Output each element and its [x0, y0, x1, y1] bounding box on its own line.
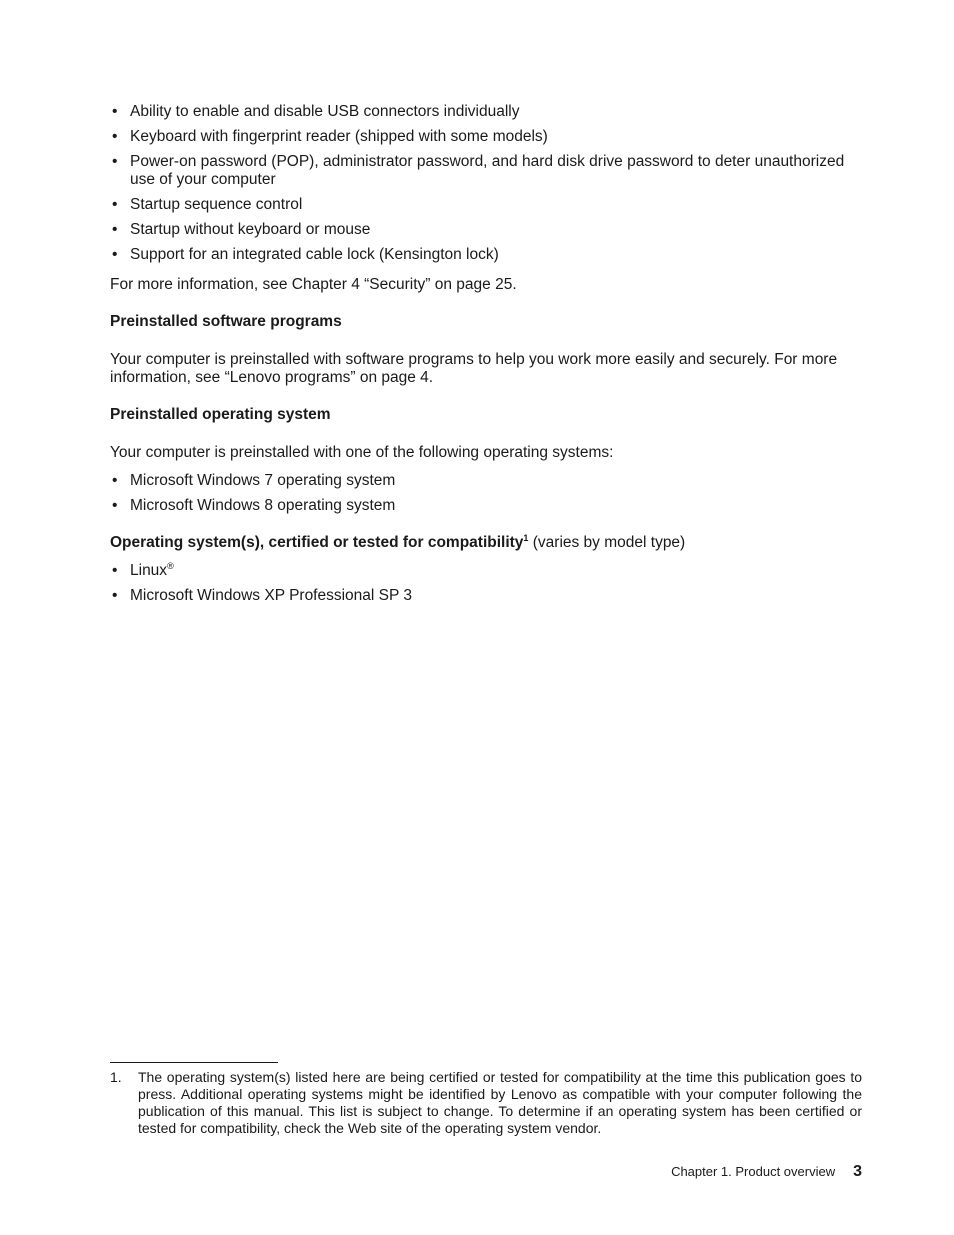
list-item: • Microsoft Windows XP Professional SP 3 [110, 587, 870, 605]
footnote [110, 1069, 862, 1137]
list-item: • Support for an integrated cable lock (Kensington lock) [110, 246, 870, 264]
os-list [110, 472, 870, 522]
os-heading: Preinstalled operating system [110, 406, 331, 423]
list-item: • Keyboard with fingerprint reader (shipped with some models) [110, 128, 870, 146]
list-item [110, 562, 870, 580]
linux-label: Linux [130, 562, 168, 579]
registered-mark: ® [167, 560, 174, 571]
list-item: • Ability to enable and disable USB connectors individually [110, 103, 870, 121]
chapter-label: Chapter 1. Product overview [671, 1164, 836, 1179]
security-reference-text: For more information, see Chapter 4 “Security” on page 25. [110, 276, 517, 293]
compat-heading [110, 534, 685, 552]
os-intro-text: Your computer is preinstalled with one of the following operating systems: [110, 444, 614, 461]
footnote-ref: 1 [523, 532, 529, 543]
compat-os-list [110, 562, 870, 612]
list-item: • Microsoft Windows 8 operating system [110, 497, 870, 515]
list-item: • Power-on password (POP), administrator password, and hard disk drive password to deter unauthorized use of your computer [110, 153, 870, 189]
page-footer [671, 1163, 862, 1181]
list-item: • Startup sequence control [110, 196, 870, 214]
footnote-text: The operating system(s) listed here are being certified or tested for compatibility at the time this publication goes to press. Additional operating systems might be identified by Lenovo as compatible with your computer following the publication of this manual. This list is subject to change. To determine if an operating system has been certified or tested for compatibility, check the Web site of the operating system vendor. [138, 1069, 862, 1136]
software-text: Your computer is preinstalled with software programs to help you work more easily and securely. For more information, see “Lenovo programs” on page 4. [110, 351, 838, 386]
footnote-number: 1. [110, 1069, 122, 1085]
security-features-list [110, 103, 870, 271]
list-item: • Microsoft Windows 7 operating system [110, 472, 870, 490]
compat-heading-suffix: (varies by model type) [528, 534, 686, 551]
page-number: 3 [853, 1163, 862, 1180]
compat-heading-text: Operating system(s), certified or tested for compatibility [110, 534, 524, 551]
list-item: • Startup without keyboard or mouse [110, 221, 870, 239]
software-heading: Preinstalled software programs [110, 313, 342, 330]
footnote-divider [110, 1062, 278, 1063]
